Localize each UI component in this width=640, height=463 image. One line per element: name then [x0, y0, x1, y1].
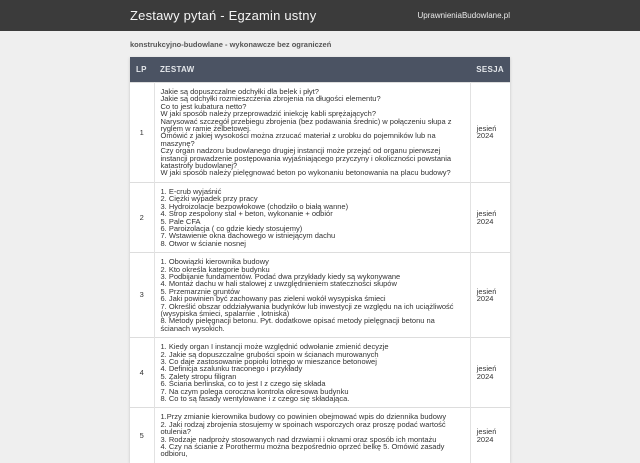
session-cell: jesień 2024 [470, 338, 510, 408]
site-link[interactable]: UprawnieniaBudowlane.pl [417, 11, 510, 20]
question-line: 5. Zalety stropu filigran [160, 371, 237, 381]
question-set-cell [154, 182, 470, 252]
session-cell: jesień 2024 [470, 253, 510, 338]
table-row [130, 253, 510, 338]
question-line: 3. Co daje zastosowanie popiołu lotnego w mieszance betonowej [160, 357, 377, 366]
question-set-cell [154, 408, 470, 463]
question-line: 4. Definicja szalunku traconego i przykłady [160, 364, 303, 374]
category-subtitle: konstrukcyjno-budowlane - wykonawcze bez ograniczeń [130, 40, 332, 49]
top-bar [0, 0, 640, 31]
question-set-cell [154, 338, 470, 408]
content-area [130, 40, 510, 463]
question-line: Jakie są odchyłki rozmieszczenia zbrojenia na długości elementu? [160, 94, 381, 104]
question-line: W jaki sposób należy przeprowadzić iniekcję kabli sprężających? [160, 109, 377, 119]
question-line: 7. Na czym polega coroczna kontrola okresowa budynku [160, 386, 349, 396]
session-cell: jesień 2024 [470, 182, 510, 252]
question-line: 4. Czy na ścianie z Porothermu można bezpośrednio oprzeć belkę 5. Omówić zasady odbioru, [160, 442, 445, 459]
question-line: 3. Rodzaje nadproży stosowanych nad drzwiami i oknami oraz sposób ich montażu [160, 434, 437, 444]
row-number: 5 [130, 408, 154, 463]
row-number: 4 [130, 338, 154, 408]
table-row [130, 182, 510, 252]
table-header-row [130, 57, 510, 83]
question-line: 6. Jaki powinien być zachowany pas zieleni wokół wysypiska śmieci [160, 294, 386, 304]
question-line: 1. Kiedy organ I instancji może względnić odwołanie zmienić decyzje [160, 342, 389, 352]
row-number: 2 [130, 182, 154, 252]
question-line: 1. Obowiązki kierownika budowy [160, 257, 269, 267]
question-set-cell [154, 253, 470, 338]
question-line: 8. Otwor w ścianie nosnej [160, 238, 246, 248]
question-line: 3. Hydroizolacje bezpowłokowe (chodziło o białą wanne) [160, 201, 349, 211]
question-set-cell [154, 83, 470, 183]
question-line: 5. Przemarznie gruntów [160, 286, 240, 296]
question-line: 8. Metody pielęgnacji betonu. Pyt. dodatkowe opisać metody pielęgnacji betonu na ścianach wysokich. [160, 316, 435, 333]
question-line: 3. Podbijanie fundamentów. Podać dwa przykłady kiedy są wykonywane [160, 271, 401, 281]
table-row [130, 408, 510, 463]
session-cell: jesień 2024 [470, 83, 510, 183]
row-number: 1 [130, 83, 154, 183]
question-line: Jakie są dopuszczalne odchyłki dla belek i płyt? [160, 87, 319, 96]
column-header-zestaw: ZESTAW [154, 57, 470, 83]
top-bar-inner [130, 0, 510, 31]
question-line: 1.Przy zmianie kierownika budowy co powinien obejmować wpis do dziennika budowy [160, 412, 447, 422]
question-line: 4. Strop zespolony stal + beton, wykonanie + odbiór [160, 209, 333, 219]
column-header-lp: LP [130, 57, 154, 83]
question-line: Co to jest kubatura netto? [160, 101, 247, 111]
question-line: 2. Jaki rodzaj zbrojenia stosujemy w spoinach wsporczych oraz proszę podać wartość otulenia? [160, 419, 446, 437]
column-header-sesja: SESJA [470, 57, 510, 83]
table-body [130, 83, 510, 463]
question-line: 6. Ściana berlinska, co to jest I z czego się składa [160, 379, 326, 389]
row-number: 3 [130, 253, 154, 338]
question-line: 2. Ciężki wypadek przy pracy [160, 194, 258, 204]
question-line: 6. Paroizolacja ( co gdzie kiedy stosujemy) [160, 223, 303, 233]
question-line: 2. Jakie są dopuszczalne grubości spoin w ścianach murowanych [160, 349, 379, 359]
session-cell: jesień 2024 [470, 408, 510, 463]
table-row [130, 338, 510, 408]
question-sets-table [130, 57, 510, 463]
question-line: Narysować szczegół przebiegu zbrojenia (bez podawania średnic) w połączeniu słupa z ryglem w ramie żelbetowej. [160, 116, 452, 134]
question-line: 7. Wstawienie okna dachowego w istniejącym dachu [160, 231, 336, 241]
question-line: 2. Kto określa kategorie budynku [160, 264, 270, 274]
page-title: Zestawy pytań - Egzamin ustny [130, 8, 317, 23]
question-line: 4. Montaż dachu w hali stalowej z uwzględnieniem stateczności słupów [160, 279, 397, 289]
table-header [130, 57, 510, 83]
question-line: 7. Określić obszar oddziaływania budynków lub inwestycji ze względu na ich uciążliwość (wysypiska śmieci, spalarnie , lotniska) [160, 301, 454, 318]
question-line: Omówić z jakiej wysokości można zrzucać materiał z urobku do pojemników lub na maszynę? [160, 131, 436, 148]
table-row [130, 83, 510, 183]
question-line: Czy organ nadzoru budowlanego drugiej instancji może przejąć od organu pierwszej instancji prowadzenie postępowania wyjaśniającego przyczyny i okoliczności powstania katastrofy budowlanej? [160, 146, 452, 171]
question-line: 5. Pale CFA [160, 216, 201, 226]
question-line: W jaki sposób należy pielęgnować beton po wykonaniu betonowania na placu budowy? [160, 168, 451, 178]
question-line: 1. E-crub wyjaśnić [160, 186, 222, 196]
question-line: 8. Co to są fasady wentylowane i z czego się składająca. [160, 394, 350, 404]
